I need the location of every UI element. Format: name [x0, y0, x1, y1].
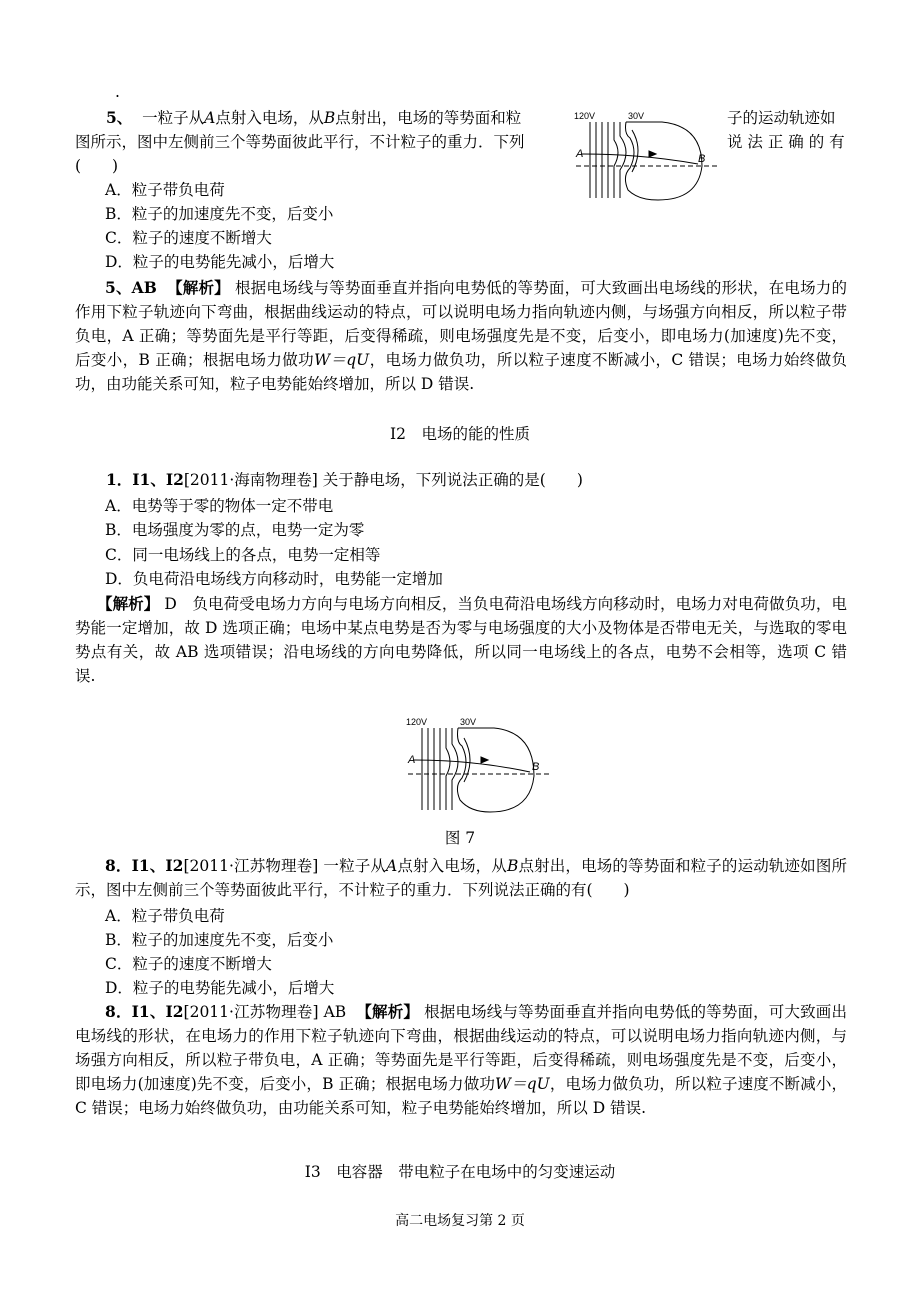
- section-i3-heading: I3 电容器 带电粒子在电场中的匀变速运动: [304, 1163, 616, 1181]
- q8-num: 8．: [105, 856, 132, 875]
- q1-src: [2011·海南物理卷]: [183, 471, 318, 489]
- a1-text: D 负电荷受电场力方向与电场方向相反，当负电荷沿电场线方向移动时，电场力对电荷做负功，电势能一定增加，故 D 选项正确；电场中某点电势是否为零与电场强度的大小及物体是否带电无关，与选取的零电势点有关，故 AB 选项错误；沿电场线的方向电势降低，所以同一电场线上的各点，电势不会相等，选项 C 错误.: [75, 595, 847, 685]
- q1-num: 1．: [106, 470, 133, 489]
- q5-paren: ( ): [75, 157, 119, 175]
- q8-option-c: C．粒子的速度不断增大: [105, 955, 272, 973]
- q5-stem-b: 点射入电场，从: [215, 109, 324, 127]
- q8-option-a: A．粒子带负电荷: [105, 907, 225, 925]
- fig7-equipotential-inner: [464, 738, 470, 782]
- a8-text-b: ，电场力做负功，所以粒子速度不断减小，C 错误；电场力始终做负功，由功能关系可知，粒子电势能始终增加，所以 D 错误.: [75, 1075, 847, 1117]
- q5-number: 5、: [106, 108, 133, 127]
- fig7-label-b: B: [532, 761, 540, 773]
- trajectory: [582, 154, 698, 164]
- a8-text-a: 根据电场线与等势面垂直并指向电势低的等势面，可大致画出电场线的形状，在电场力的作用下粒子轨迹向下弯曲，根据曲线运动的特点，可以说明电场力指向轨迹内侧，与场强方向相反，所以粒子带负电，A 正确；等势面先是平行等距，后变得稀疏，则电场强度先是不变，后变小，即电场力(加速度)先不变，后变小，B 正确；根据电场力做功: [75, 1003, 847, 1093]
- figure-7: [404, 716, 552, 820]
- fig7-label-120v: 120V: [406, 717, 428, 727]
- q8-stem-a: 一粒子从: [323, 857, 387, 875]
- q5-stem-line2: 图所示，图中左侧前三个等势面彼此平行，不计粒子的重力．下列: [75, 133, 525, 151]
- equipotential-line-5: [614, 122, 618, 198]
- label-b: B: [698, 153, 706, 165]
- a1-tag: 【解析】: [97, 594, 160, 613]
- a5-num: 5、AB: [105, 278, 157, 297]
- q5-option-b: B．粒子的加速度先不变，后变小: [105, 205, 334, 223]
- fig7-trajectory-arrow: [481, 757, 488, 763]
- a8-src: [2011·江苏物理卷] AB: [183, 1003, 347, 1021]
- label-120v: 120V: [574, 111, 596, 121]
- q1-stem: [106, 470, 583, 490]
- a8-tag: 【解析】: [356, 1002, 420, 1021]
- q5-stem-a: 一粒子从: [142, 109, 205, 127]
- q5-field-figure: [572, 110, 720, 202]
- q1-option-a: A．电势等于零的物体一定不带电: [105, 497, 334, 515]
- q5-stem-line1: [106, 108, 521, 128]
- trajectory-arrow: [649, 151, 656, 157]
- q1-option-d: D．负电荷沿电场线方向移动时，电势能一定增加: [105, 570, 443, 588]
- fig7-trajectory: [414, 760, 530, 772]
- q5-stem-c: 点射出，电场的等势面和粒: [335, 109, 522, 127]
- q1-option-c: C．同一电场线上的各点，电势一定相等: [105, 546, 381, 564]
- q5-point-b: B: [323, 109, 336, 127]
- q1-answer: [75, 592, 847, 688]
- q8-stem: [75, 854, 847, 902]
- q5-option-d: D．粒子的电势能先减小，后增大: [105, 253, 335, 271]
- top-dot: .: [115, 83, 120, 101]
- q8-stem-c: 点射出，电场的等势面和粒子的运动轨迹如图所示，图中左侧前三个等势面彼此平行，不计粒子的重力．下列说法正确的有( ): [75, 857, 847, 899]
- q8-option-b: B．粒子的加速度先不变，后变小: [105, 931, 334, 949]
- q8-option-d: D．粒子的电势能先减小，后增大: [105, 979, 335, 997]
- q1-option-b: B．电场强度为零的点，电势一定为零: [105, 521, 365, 539]
- q8-stem-b: 点射入电场，从: [397, 857, 507, 875]
- q8-src: [2011·江苏物理卷]: [183, 857, 319, 875]
- figure-7-caption: 图 7: [444, 829, 476, 847]
- fig7-label-30v: 30V: [460, 717, 477, 727]
- q5-point-a: A: [204, 109, 216, 127]
- fig7-equipotential-5: [446, 728, 450, 810]
- a8-tags: I1、I2: [131, 1002, 184, 1021]
- label-30v: 30V: [628, 111, 645, 121]
- q5-option-c: C．粒子的速度不断增大: [105, 229, 272, 247]
- q1-tags: I1、I2: [132, 470, 184, 489]
- q8-tags: I1、I2: [131, 856, 184, 875]
- page-footer: 高二电场复习第 2 页: [395, 1213, 525, 1229]
- q8-point-a: A: [386, 857, 398, 875]
- a5-formula: W＝qU: [314, 351, 370, 369]
- label-a: A: [576, 148, 584, 160]
- q5-answer: [75, 276, 847, 396]
- a5-text-a: 根据电场线与等势面垂直并指向电势低的等势面，可大致画出电场线的形状，在电场力的作用下粒子轨迹向下弯曲，根据曲线运动的特点，可以说明电场力指向轨迹内侧，与场强方向相反，所以粒子带负电，A 正确；等势面先是平行等距，后变得稀疏，则电场强度先是不变，后变小，即电场力(加速度)先不变，后变小，B 正确；根据电场力做功: [75, 279, 847, 369]
- equipotential-line-6: [620, 122, 626, 198]
- a5-text-b: ，电场力做负功，所以粒子速度不断减小，C 错误；电场力始终做负功，由功能关系可知，粒子电势能始终增加，所以 D 错误.: [75, 351, 847, 393]
- q1-stem-text: 关于静电场，下列说法正确的是( ): [322, 471, 583, 489]
- q8-answer: [75, 1000, 847, 1120]
- q5-stem-right2: 说 法 正 确 的 有: [727, 133, 845, 151]
- a8-num: 8．: [105, 1002, 132, 1021]
- q5-stem-right1: 子的运动轨迹如: [727, 109, 836, 127]
- fig7-label-a: A: [408, 754, 416, 766]
- a8-formula: W＝qU: [495, 1075, 550, 1093]
- q8-point-b: B: [506, 857, 519, 875]
- a5-tag: 【解析】: [167, 278, 230, 297]
- fig7-equipotential-6: [452, 728, 458, 810]
- q5-option-a: A．粒子带负电荷: [105, 181, 225, 199]
- section-i2-heading: I2 电场的能的性质: [390, 425, 530, 443]
